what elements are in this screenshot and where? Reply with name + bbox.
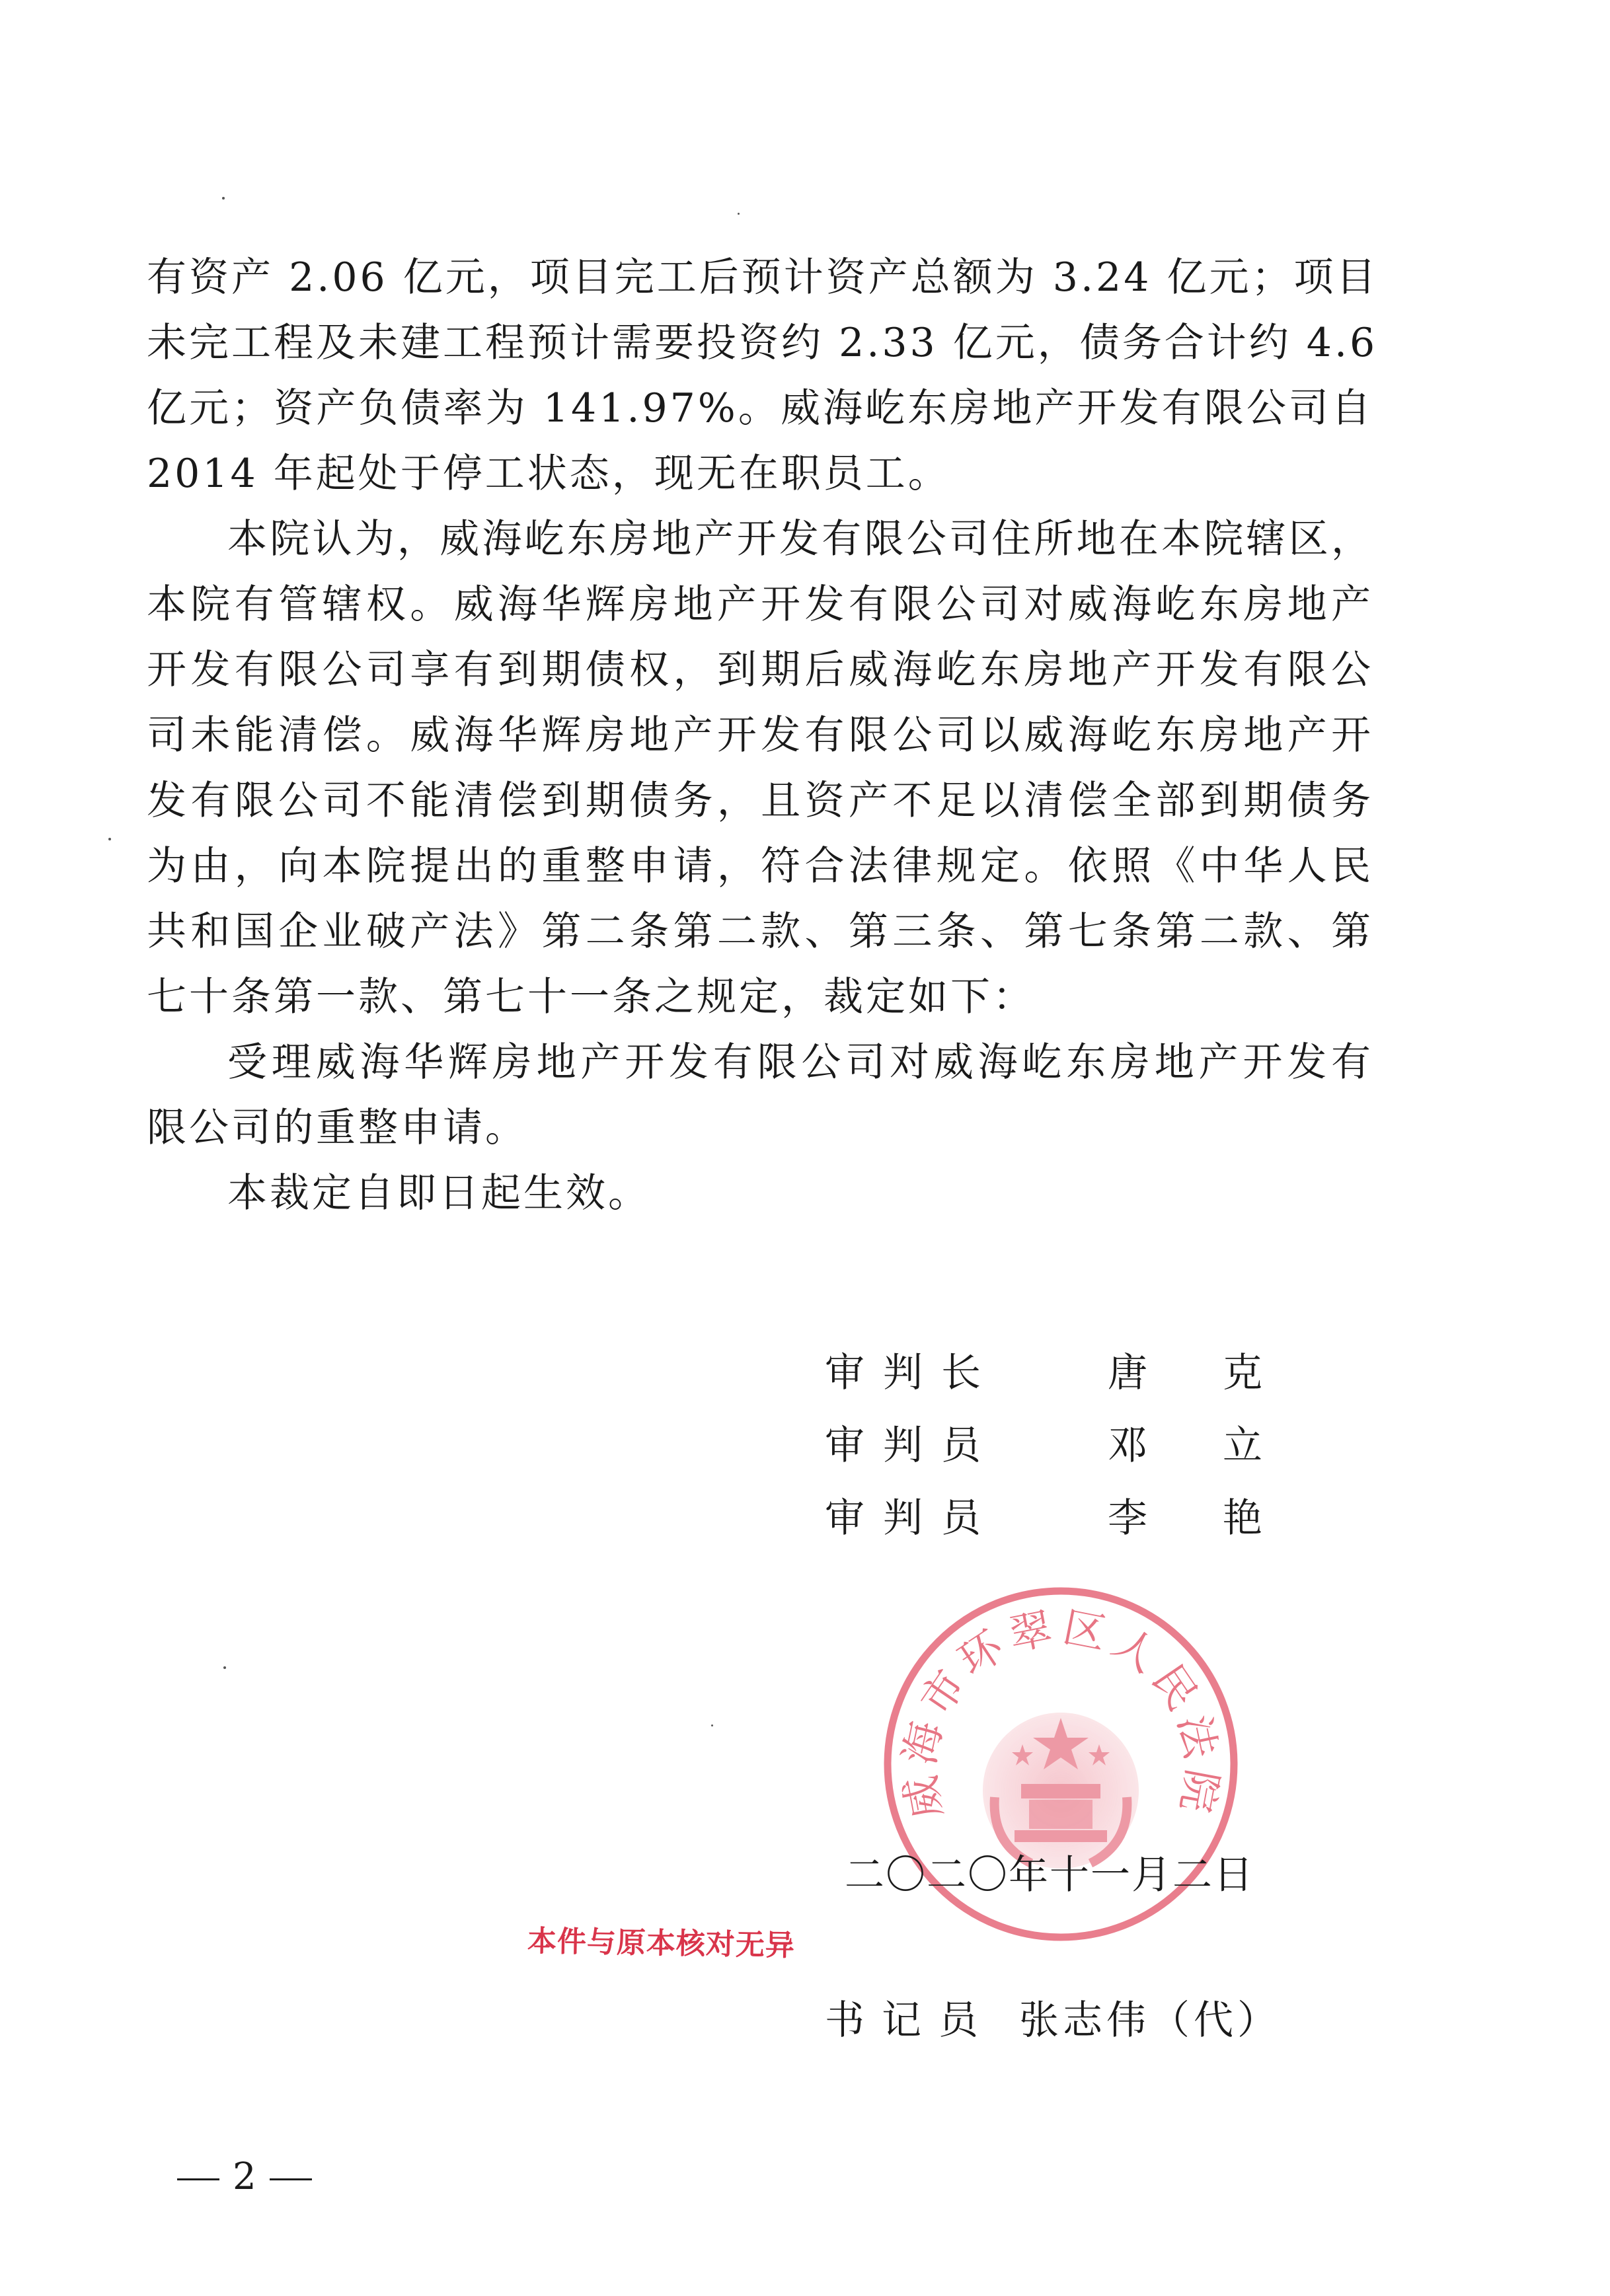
- scan-speck: [108, 838, 111, 840]
- body-line: 本裁定自即日起生效。: [227, 1170, 650, 1216]
- scan-speck: [711, 1724, 713, 1726]
- body-line: 本院认为，威海屹东房地产开发有限公司住所地在本院辖区，: [227, 516, 1373, 562]
- body-line: 发有限公司不能清偿到期债务，且资产不足以清偿全部到期债务: [147, 778, 1373, 824]
- dash-left: [177, 2178, 219, 2180]
- svg-text:威海市环翠区人民法院: 威海市环翠区人民法院: [895, 1603, 1227, 1823]
- signature-name: 立: [1223, 1423, 1262, 1469]
- body-line: 开发有限公司享有到期债权，到期后威海屹东房地产开发有限公: [147, 647, 1373, 693]
- page-number: [164, 2155, 325, 2198]
- body-line: 限公司的重整申请。: [147, 1105, 527, 1151]
- body-line: 本院有管辖权。威海华辉房地产开发有限公司对威海屹东房地产: [147, 581, 1373, 628]
- body-line: 七十条第一款、第七十一条之规定，裁定如下：: [147, 974, 1035, 1020]
- scan-speck: [223, 1666, 226, 1669]
- body-line: 2014 年起处于停工状态，现无在职员工。: [147, 451, 950, 497]
- signature-name: 邓: [1108, 1423, 1147, 1469]
- body-line: 未完工程及未建工程预计需要投资约 2.33 亿元，债务合计约 4.6: [147, 320, 1378, 366]
- dash-right: [270, 2178, 312, 2180]
- clerk-name: 张志伟（代）: [1019, 1997, 1281, 2044]
- scan-speck: [738, 213, 740, 215]
- clerk-line: [825, 1989, 1281, 2046]
- scan-speck: [222, 197, 225, 200]
- body-line: 有资产 2.06 亿元，项目完工后预计资产总额为 3.24 亿元；项目: [147, 254, 1379, 301]
- body-line: 亿元；资产负债率为 141.97%。威海屹东房地产开发有限公司自: [147, 385, 1373, 431]
- signature-role: 审判员: [825, 1495, 999, 1541]
- body-line: 司未能清偿。威海华辉房地产开发有限公司以威海屹东房地产开: [147, 712, 1373, 759]
- clerk-role: 书记员: [825, 1997, 995, 2044]
- body-line: 为由，向本院提出的重整申请，符合法律规定。依照《中华人民: [147, 843, 1373, 889]
- copy-verification-stamp: 本件与原本核对无异: [527, 1924, 796, 1963]
- signature-name: 唐: [1108, 1350, 1147, 1396]
- signature-name: 克: [1223, 1350, 1262, 1396]
- page-number-value: 2: [233, 2155, 256, 2198]
- body-line: 受理威海华辉房地产开发有限公司对威海屹东房地产开发有: [227, 1039, 1373, 1086]
- body-line: 共和国企业破产法》第二条第二款、第三条、第七条第二款、第: [147, 908, 1373, 955]
- document-date: 二〇二〇年十一月二日: [845, 1852, 1254, 1898]
- signature-name: 艳: [1223, 1495, 1262, 1541]
- signature-role: 审判员: [825, 1423, 999, 1469]
- signature-role: 审判长: [825, 1350, 999, 1396]
- signature-name: 李: [1108, 1495, 1147, 1541]
